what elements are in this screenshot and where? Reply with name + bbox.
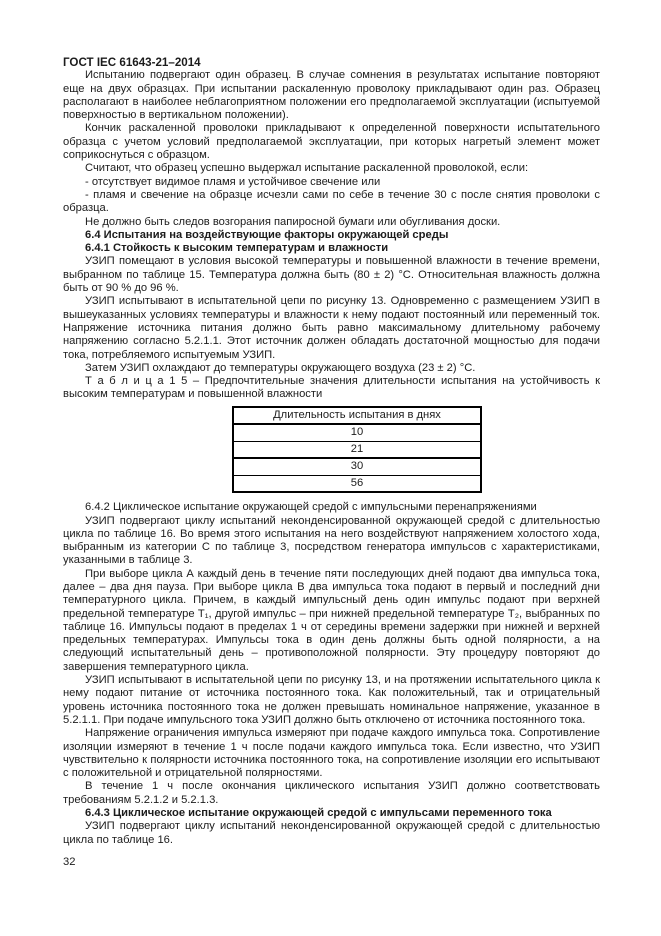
table-header-cell: Длительность испытания в днях: [233, 407, 481, 425]
table-header-row: [233, 407, 481, 425]
list-item-no-flame: - отсутствует видимое пламя и устойчивое свечение или: [85, 175, 381, 188]
page-content: [63, 0, 600, 847]
paragraph-limiting-voltage: Напряжение ограничения импульса измеряют при подаче каждого импульса тока. Сопротивление изоляции измеряют в течение 1 ч после подачи каждого импульса тока. Если известно, что УЗИП чувствительно к полярности источника постоянного тока, на сопротивление изоляции его испытывают с положительной и отрицательной полярностями.: [63, 727, 600, 780]
paragraph-cycle-test: УЗИП подвергают циклу испытаний неконденсированной окружающей средой с длительностью цикла по таблице 16. Во время этого испытания на него воздействуют напряжением холостого хода, выбранным из категории С по таблице 3, посредством генератора импульсов с характеристиками, указанными в таблице 3.: [63, 514, 600, 567]
page-number: 32: [63, 856, 76, 868]
table-cell: 21: [233, 441, 481, 458]
table-row: [233, 441, 481, 458]
paragraph-humidity-conditions: УЗИП помещают в условия высокой температуры и повышенной влажности в течение времени, выбранном по таблице 15. Температура должна быть (80 ± 2) °С. Относительная влажность должна быть от 90 % до 96 %.: [63, 255, 600, 295]
table-cell: 56: [233, 475, 481, 492]
list-item-flame-extinguish: - пламя и свечение на образце исчезли сами по себе в течение 30 с после снятия проволоки с образца.: [63, 188, 600, 215]
paragraph-after-test: В течение 1 ч после окончания циклического испытания УЗИП должно соответствовать требованиям 5.2.1.2 и 5.2.1.3.: [63, 780, 600, 806]
table-row: [233, 424, 481, 441]
paragraph-ac-cycle-test: УЗИП подвергают циклу испытаний неконденсированной окружающей средой с длительностью цикла по таблице 16.: [63, 820, 600, 846]
section-heading-6-4-2: 6.4.2 Циклическое испытание окружающей средой с импульсными перенапряжениями: [85, 501, 537, 514]
paragraph-wire-tip: Кончик раскаленной проволоки прикладывают к определенной поверхности испытательного образца с учетом условий предполагаемой эксплуатации, при которых нагретый элемент может соприкоснуться с образцом.: [63, 122, 600, 162]
section-heading-6-4-1: 6.4.1 Стойкость к высоким температурам и влажности: [85, 242, 389, 255]
section-heading-6-4-3: 6.4.3 Циклическое испытание окружающей средой с импульсами переменного тока: [85, 807, 552, 820]
paragraph-no-ignition: Не должно быть следов возгорания папиросной бумаги или обугливания доски.: [85, 215, 501, 228]
paragraph-test-circuit: УЗИП испытывают в испытательной цепи по рисунку 13. Одновременно с размещением УЗИП в вышеуказанных условиях температуры и влажности к нему подают постоянный или переменный ток. Напряжение источника питания должно быть равно максимальному длительному рабочему напряжению согласно 5.2.1.1. Этот источник должен обладать достаточной мощностью для подачи тока, потребляемого испытуемым УЗИП.: [63, 295, 600, 361]
paragraph-dc-source: УЗИП испытывают в испытательной цепи по рисунку 13, и на протяжении испытательного цикла к нему подают питание от источника постоянного тока. Как положительный, так и отрицательный уровень источника постоянного тока не должен превышать номинальное напряжение, указанное в 5.2.1.1. При подаче импульсного тока УЗИП должно быть отключено от источника постоянного тока.: [63, 674, 600, 726]
paragraph-one-sample: Испытанию подвергают один образец. В случае сомнения в результатах испытание повторяют еще на двух образцах. При испытании раскаленную проволоку прикладывают один раз. Образец располагают в наиболее неблагоприятном положении его предполагаемой эксплуатации (испытуемой поверхностью в вертикальном положении).: [63, 69, 600, 122]
section-heading-6-4: 6.4 Испытания на воздействующие факторы окружающей среды: [85, 228, 449, 241]
paragraph-pass-criteria: Считают, что образец успешно выдержал испытание раскаленной проволокой, если:: [85, 162, 529, 175]
table-cell: 10: [233, 424, 481, 441]
paragraph-cooldown: Затем УЗИП охлаждают до температуры окружающего воздуха (23 ± 2) °С.: [85, 361, 476, 374]
table-caption: Т а б л и ц а 1 5 – Предпочтительные значения длительности испытания на устойчивость к высоким температурам и повышенной влажности: [63, 375, 600, 401]
paragraph-cycle-a-b: При выборе цикла А каждый день в течение пяти последующих дней подают два импульса тока, далее – два дня пауза. При выборе цикла В два импульса тока подают в первый и последний дни температурного цикла. Причем, в каждый импульсный день один импульс подают при верхней предельной температуре Т₁, другой импульс – при нижней предельной температуре Т₂, выбранных по таблице 16. Импульсы подают в пределах 1 ч от середины времени задержки при нижней и верхней предельных температурах. Импульсы тока в один день должны быть одной полярности, а на следующий испытательный день – противоположной полярности. Эту процедуру повторяют до завершения температурного цикла.: [63, 567, 600, 673]
table-cell: 30: [233, 458, 481, 475]
document-header: ГОСТ IEC 61643-21–2014: [63, 56, 201, 69]
table-15-test-duration: [232, 406, 482, 494]
table-row: [233, 458, 481, 475]
table-row: [233, 475, 481, 492]
